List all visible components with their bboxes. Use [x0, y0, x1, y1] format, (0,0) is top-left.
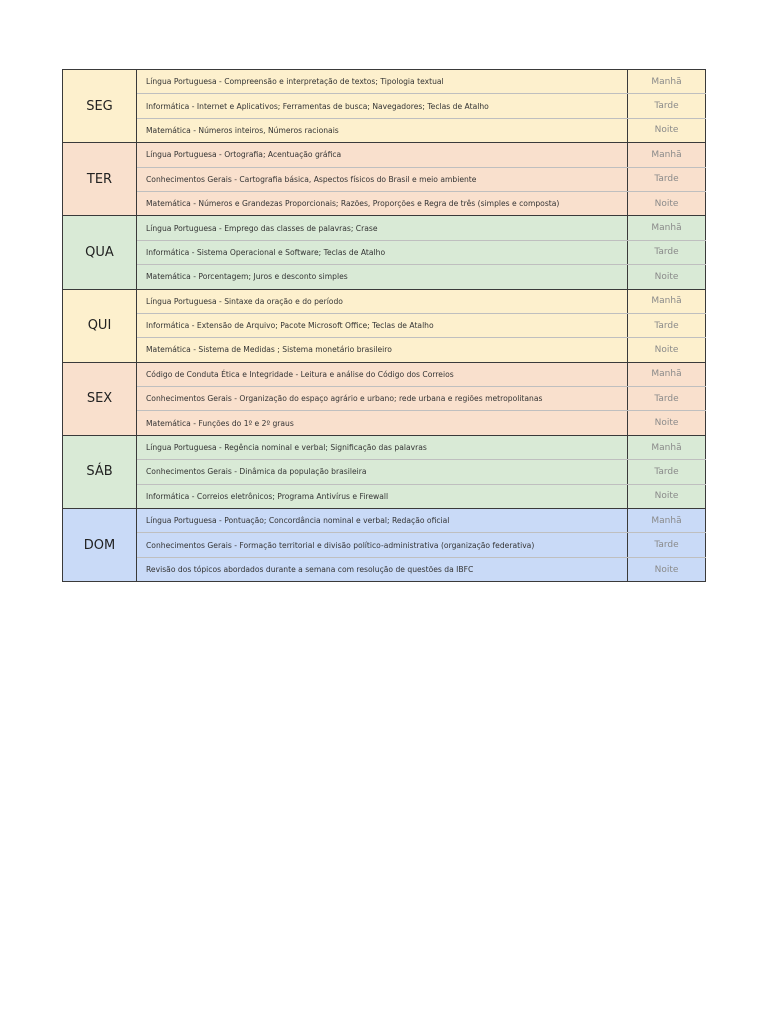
topic-cell: Informática - Extensão de Arquivo; Pacote Microsoft Office; Teclas de Atalho	[137, 313, 628, 337]
topic-cell: Língua Portuguesa - Ortografia; Acentuação gráfica	[137, 143, 628, 167]
shift-cell: Manhã	[628, 289, 706, 313]
shift-cell: Tarde	[628, 94, 706, 118]
schedule-row	[63, 143, 706, 167]
shift-cell: Noite	[628, 191, 706, 215]
topic-cell: Matemática - Funções do 1º e 2º graus	[137, 411, 628, 435]
topic-cell: Matemática - Porcentagem; Juros e desconto simples	[137, 265, 628, 289]
day-label: SÁB	[63, 435, 137, 508]
topic-cell: Matemática - Sistema de Medidas ; Sistema monetário brasileiro	[137, 338, 628, 362]
schedule-row	[63, 557, 706, 581]
day-label: QUI	[63, 289, 137, 362]
shift-cell: Noite	[628, 338, 706, 362]
shift-cell: Tarde	[628, 460, 706, 484]
shift-cell: Noite	[628, 265, 706, 289]
study-schedule-table	[62, 69, 706, 582]
day-label: SEX	[63, 362, 137, 435]
schedule-row	[63, 338, 706, 362]
topic-cell: Conhecimentos Gerais - Cartografia básica, Aspectos físicos do Brasil e meio ambiente	[137, 167, 628, 191]
schedule-row	[63, 265, 706, 289]
day-label: TER	[63, 143, 137, 216]
topic-cell: Língua Portuguesa - Emprego das classes de palavras; Crase	[137, 216, 628, 240]
shift-cell: Manhã	[628, 143, 706, 167]
topic-cell: Conhecimentos Gerais - Dinâmica da população brasileira	[137, 460, 628, 484]
shift-cell: Manhã	[628, 70, 706, 94]
schedule-row	[63, 509, 706, 533]
shift-cell: Tarde	[628, 533, 706, 557]
schedule-row	[63, 362, 706, 386]
topic-cell: Língua Portuguesa - Sintaxe da oração e do período	[137, 289, 628, 313]
schedule-row	[63, 533, 706, 557]
schedule-row	[63, 460, 706, 484]
shift-cell: Noite	[628, 484, 706, 508]
topic-cell: Língua Portuguesa - Compreensão e interpretação de textos; Tipologia textual	[137, 70, 628, 94]
schedule-row	[63, 216, 706, 240]
shift-cell: Noite	[628, 411, 706, 435]
schedule-row	[63, 289, 706, 313]
shift-cell: Manhã	[628, 509, 706, 533]
topic-cell: Conhecimentos Gerais - Formação territorial e divisão político-administrativa (organização federativa)	[137, 533, 628, 557]
schedule-row	[63, 484, 706, 508]
shift-cell: Manhã	[628, 362, 706, 386]
shift-cell: Tarde	[628, 240, 706, 264]
schedule-row	[63, 70, 706, 94]
shift-cell: Manhã	[628, 216, 706, 240]
day-label: DOM	[63, 509, 137, 582]
shift-cell: Noite	[628, 118, 706, 142]
shift-cell: Tarde	[628, 167, 706, 191]
topic-cell: Conhecimentos Gerais - Organização do espaço agrário e urbano; rede urbana e regiões metropolitanas	[137, 387, 628, 411]
schedule-row	[63, 411, 706, 435]
shift-cell: Noite	[628, 557, 706, 581]
schedule-row	[63, 313, 706, 337]
topic-cell: Língua Portuguesa - Pontuação; Concordância nominal e verbal; Redação oficial	[137, 509, 628, 533]
schedule-row	[63, 94, 706, 118]
schedule-row	[63, 240, 706, 264]
shift-cell: Tarde	[628, 313, 706, 337]
schedule-row	[63, 118, 706, 142]
schedule-row	[63, 387, 706, 411]
day-label: SEG	[63, 70, 137, 143]
schedule-row	[63, 435, 706, 459]
schedule-body	[63, 70, 706, 582]
schedule-row	[63, 191, 706, 215]
topic-cell: Matemática - Números e Grandezas Proporcionais; Razões, Proporções e Regra de três (simples e composta)	[137, 191, 628, 215]
topic-cell: Matemática - Números inteiros, Números racionais	[137, 118, 628, 142]
schedule-row	[63, 167, 706, 191]
topic-cell: Língua Portuguesa - Regência nominal e verbal; Significação das palavras	[137, 435, 628, 459]
shift-cell: Tarde	[628, 387, 706, 411]
shift-cell: Manhã	[628, 435, 706, 459]
topic-cell: Informática - Sistema Operacional e Software; Teclas de Atalho	[137, 240, 628, 264]
topic-cell: Informática - Correios eletrônicos; Programa Antivírus e Firewall	[137, 484, 628, 508]
day-label: QUA	[63, 216, 137, 289]
topic-cell: Código de Conduta Ética e Integridade - Leitura e análise do Código dos Correios	[137, 362, 628, 386]
topic-cell: Informática - Internet e Aplicativos; Ferramentas de busca; Navegadores; Teclas de Atalho	[137, 94, 628, 118]
topic-cell: Revisão dos tópicos abordados durante a semana com resolução de questões da IBFC	[137, 557, 628, 581]
